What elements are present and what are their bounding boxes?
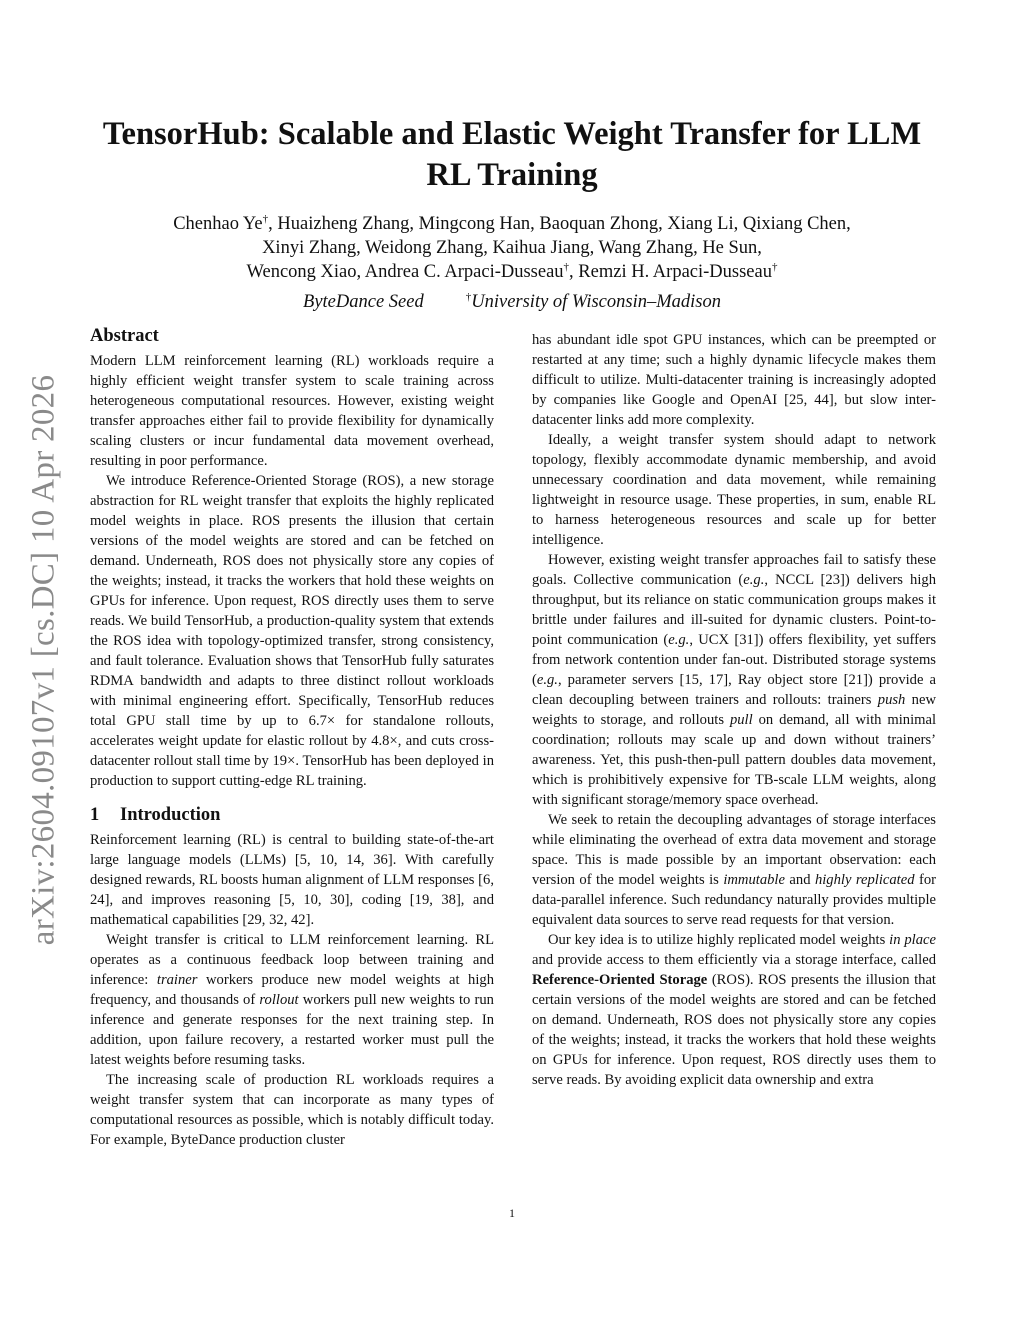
emphasis-rollout: rollout (259, 992, 299, 1008)
author-line-2: Xinyi Zhang, Weidong Zhang, Kaihua Jiang, Wang Zhang, He Sun, (262, 238, 762, 258)
emphasis-eg: e.g. (743, 572, 765, 588)
abstract-paragraph: Modern LLM reinforcement learning (RL) workloads require a highly efficient weight transfer system to scale training across heterogeneous computational resources. However, existing weight transfer approaches either fail to provide flexibility for dynamically scaling clusters or incur fundamental data movement overhead, resulting in poor performance. (90, 353, 494, 469)
abstract-heading: Abstract (90, 326, 159, 346)
author-list (100, 212, 924, 284)
section-number: 1 (90, 805, 100, 825)
emphasis-eg: e.g. (536, 672, 558, 688)
arxiv-id: arXiv:2604.09107v1 [cs.DC] 10 Apr 2026 (25, 374, 62, 946)
dagger-mark: † (262, 213, 269, 225)
affiliations (100, 290, 924, 314)
intro-paragraph: Our key idea is to utilize highly replicated model weights in place and provide access to them efficiently via a storage interface, called Reference-Oriented Storage (ROS). ROS presents the illusion that certain versions of the model weights are stored and can be fetched on demand. Underneath, ROS does not physically store any copies of the weights; instead, it tracks the workers that hold these weights on GPUs for inference. Upon request, ROS directly uses them to serve reads. By avoiding explicit data ownership and extra (532, 932, 936, 1088)
page-title: TensorHub: Scalable and Elastic Weight Transfer for LLM RL Training (102, 116, 922, 193)
emphasis-push: push (877, 692, 906, 708)
intro-paragraph: The increasing scale of production RL workloads requires a weight transfer system that can incorporate as many types of computational resources as possible, which is notably difficult today. For example, ByteDance production cluster (90, 1072, 494, 1148)
affiliation-bytedance: ByteDance Seed (303, 292, 424, 312)
intro-paragraph: Reinforcement learning (RL) is central to building state-of-the-art large language models (LLMs) [5, 10, 14, 36]. With carefully designed rewards, RL boosts human alignment of LLM responses [6, 24], and improves reasoning [5, 10, 30], coding [19, 38], and mathematical capabilities [29, 32, 42]. (90, 832, 494, 928)
emphasis-immutable: immutable (723, 872, 785, 888)
intro-paragraph: has abundant idle spot GPU instances, which can be preempted or restarted at any time; such a highly dynamic lifecycle makes them difficult to utilize. Multi-datacenter training is increasingly adopted by companies like Google and OpenAI [25, 44], but slow inter-datacenter links add more complexity. (532, 332, 936, 428)
emphasis-pull: pull (729, 712, 753, 728)
intro-paragraph: Weight transfer is critical to LLM reinforcement learning. RL operates as a continuous feedback loop between training and inference: trainer workers produce new model weights at high frequency, and thousands of rollout workers pull new weights to run inference and generate responses for the next training step. In addition, upon failure recovery, a restarted worker must pull the latest weights before resuming tasks. (90, 932, 494, 1068)
abstract-paragraph: We introduce Reference-Oriented Storage (ROS), a new storage abstraction for RL weight transfer that exploits the highly replicated model weights in place. ROS presents the illusion that certain versions of the model weights are stored and can be fetched on demand. Underneath, ROS does not physically store any copies of the weights; instead, it tracks the workers that hold these weights on GPUs for inference. Upon request, ROS directly uses them to serve reads. We build TensorHub, a production-quality system that extends the ROS idea with topology-optimized transfer, strong consistency, and fault tolerance. Evaluation shows that TensorHub fully saturates RDMA bandwidth and adapts to three distinct rollout workloads with minimal engineering effort. Specifically, TensorHub reduces total GPU stall time by up to 6.7× for standalone rollouts, accelerates weight update for elastic rollout by 4.8×, and cuts cross-datacenter rollout stall time by 19×. TensorHub has been deployed in production to support cutting-edge RL training. (90, 473, 494, 789)
emphasis-trainer: trainer (156, 972, 198, 988)
section-title: Introduction (120, 805, 221, 825)
page-number: 1 (509, 1206, 515, 1220)
right-column (532, 330, 936, 1090)
author-line-1a: Chenhao Ye (173, 214, 263, 234)
author-line-1b: , Huaizheng Zhang, Mingcong Han, Baoquan Zhong, Xiang Li, Qixiang Chen, (268, 214, 851, 234)
emphasis-replicated: highly replicated (814, 872, 915, 888)
left-column (90, 324, 494, 1150)
dagger-mark: † (465, 291, 472, 303)
emphasis-in-place: in place (889, 932, 936, 948)
dagger-mark: † (771, 261, 778, 273)
author-line-3b: , Remzi H. Arpaci-Dusseau (569, 262, 772, 282)
term-ros: Reference-Oriented Storage (532, 972, 708, 988)
intro-paragraph: We seek to retain the decoupling advantages of storage interfaces while eliminating the overhead of extra data movement and storage space. This is made possible by an important observation: each version of the model weights is immutable and highly replicated for data-parallel inference. Such redundancy naturally provides multiple equivalent data sources to serve read requests for that version. (532, 812, 936, 928)
intro-heading (90, 803, 494, 827)
intro-paragraph: Ideally, a weight transfer system should adapt to network topology, flexibly accommodate dynamic membership, and avoid unnecessary coordination and data movement, while remaining lightweight in resource usage. These properties, in sum, enable RL to harness heterogeneous resources and scale up for better intelligence. (532, 432, 936, 548)
intro-paragraph: However, existing weight transfer approaches fail to satisfy these goals. Collective communication (e.g., NCCL [23]) delivers high throughput, but its reliance on static communication groups makes it brittle under failures and ill-suited for dynamic clusters. Point-to-point communication (e.g., UCX [31]) offers flexibility, yet suffers from network contention under fan-out. Distributed storage systems (e.g., parameter servers [15, 17], Ray object store [21]) provide a clean decoupling between trainers and rollouts: trainers push new weights to storage, and rollouts pull on demand, all with minimal coordination; rollouts may scale up and down without trainers’ awareness. Yet, this push-then-pull pattern doubles data movement, which is prohibitively expensive for TB-scale LLM weights, along with significant storage/memory space overhead. (532, 552, 937, 808)
author-line-3a: Wencong Xiao, Andrea C. Arpaci-Dusseau (246, 262, 564, 282)
affiliation-uw-madison: University of Wisconsin–Madison (471, 292, 721, 312)
dagger-mark: † (563, 261, 570, 273)
emphasis-eg: e.g. (668, 632, 690, 648)
